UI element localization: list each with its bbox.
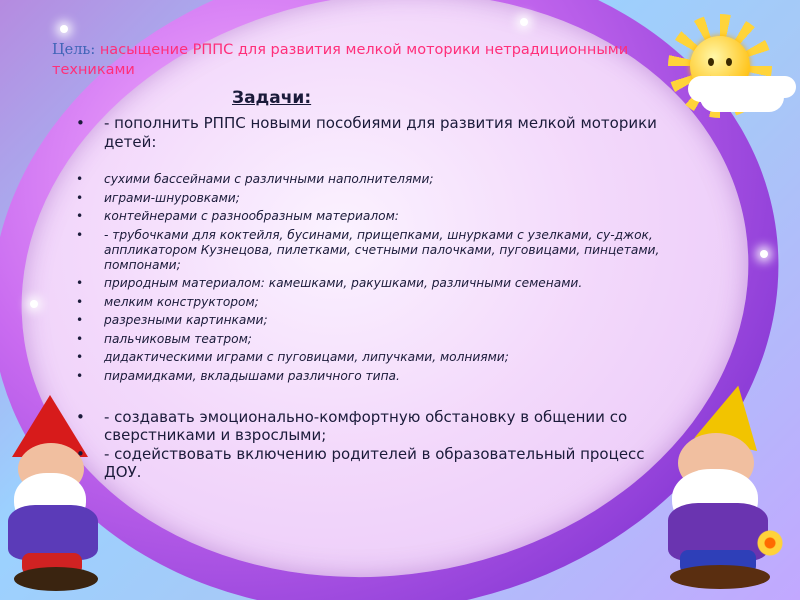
list-item bbox=[76, 408, 664, 444]
bullet-icon: • bbox=[76, 445, 85, 463]
goal-statement bbox=[52, 40, 672, 80]
bullet-icon: • bbox=[76, 350, 84, 364]
list-item-text: мелким конструктором; bbox=[104, 294, 259, 309]
list-item-text: пирамидками, вкладышами различного типа. bbox=[104, 368, 400, 383]
list-item bbox=[76, 190, 664, 206]
sun-eye bbox=[726, 58, 732, 66]
goal-label: Цель: bbox=[52, 42, 96, 58]
list-item-text: разрезными картинками; bbox=[104, 313, 268, 327]
bullet-icon: • bbox=[76, 190, 84, 205]
list-item bbox=[76, 114, 664, 152]
list-item-text: дидактическими играми с пуговицами, липучками, молниями; bbox=[104, 350, 509, 364]
sparkle-decoration bbox=[760, 250, 768, 258]
sparkle-decoration bbox=[30, 300, 38, 308]
list-item-text: контейнерами с разнообразным материалом: bbox=[104, 209, 399, 223]
gnome-shoes bbox=[670, 565, 770, 589]
list-item bbox=[76, 276, 664, 291]
gnome-body bbox=[8, 505, 98, 560]
list-item-text: - трубочками для коктейля, бусинами, прищепками, шнурками с узелками, су-джок, аппликатором Кузнецова, пилетками, счетными палочками, пуговицами, пинцетами, помпонами; bbox=[104, 227, 660, 272]
sparkle-decoration bbox=[520, 18, 528, 26]
red-hat-gnome-image bbox=[0, 395, 110, 595]
list-item-text: природным материалом: камешками, ракушками, различными семенами. bbox=[104, 276, 583, 290]
sun-eye bbox=[708, 58, 714, 66]
tasks-heading-text: Задачи: bbox=[232, 88, 312, 108]
list-item-text: играми-шнуровками; bbox=[104, 190, 240, 205]
flower-icon bbox=[757, 530, 783, 556]
bullet-icon: • bbox=[76, 276, 84, 290]
tasks-heading bbox=[232, 88, 311, 108]
list-item bbox=[76, 445, 664, 481]
list-item-text: - пополнить РППС новыми пособиями для развития мелкой моторики детей: bbox=[104, 114, 657, 151]
intro-list bbox=[76, 114, 664, 152]
closing-list bbox=[76, 408, 664, 482]
list-item-text: - содействовать включению родителей в образовательный процесс ДОУ. bbox=[104, 445, 645, 481]
bullet-icon: • bbox=[76, 209, 84, 223]
list-item bbox=[76, 209, 664, 224]
bullet-icon: • bbox=[76, 408, 85, 426]
list-item bbox=[76, 368, 664, 384]
materials-list bbox=[76, 172, 664, 387]
gnome-shoes bbox=[14, 567, 98, 591]
list-item bbox=[76, 350, 664, 365]
bullet-icon: • bbox=[76, 368, 84, 383]
bullet-icon: • bbox=[76, 294, 84, 309]
cloud-image bbox=[700, 82, 784, 112]
list-item bbox=[76, 313, 664, 328]
sparkle-decoration bbox=[60, 25, 68, 33]
list-item bbox=[76, 294, 664, 310]
list-item bbox=[76, 331, 664, 347]
bullet-icon: • bbox=[76, 313, 84, 327]
list-item bbox=[76, 227, 664, 273]
list-item-text: сухими бассейнами с различными наполнителями; bbox=[104, 172, 434, 186]
bullet-icon: • bbox=[76, 227, 84, 242]
goal-text: насыщение РППС для развития мелкой моторики нетрадиционными техниками bbox=[52, 42, 629, 78]
list-item-text: пальчиковым театром; bbox=[104, 331, 252, 346]
bullet-icon: • bbox=[76, 331, 84, 346]
bullet-icon: • bbox=[76, 172, 84, 186]
bullet-icon: • bbox=[76, 114, 85, 132]
list-item bbox=[76, 172, 664, 187]
list-item-text: - создавать эмоционально-комфортную обстановку в общении со сверстниками и взрослыми; bbox=[104, 408, 628, 444]
